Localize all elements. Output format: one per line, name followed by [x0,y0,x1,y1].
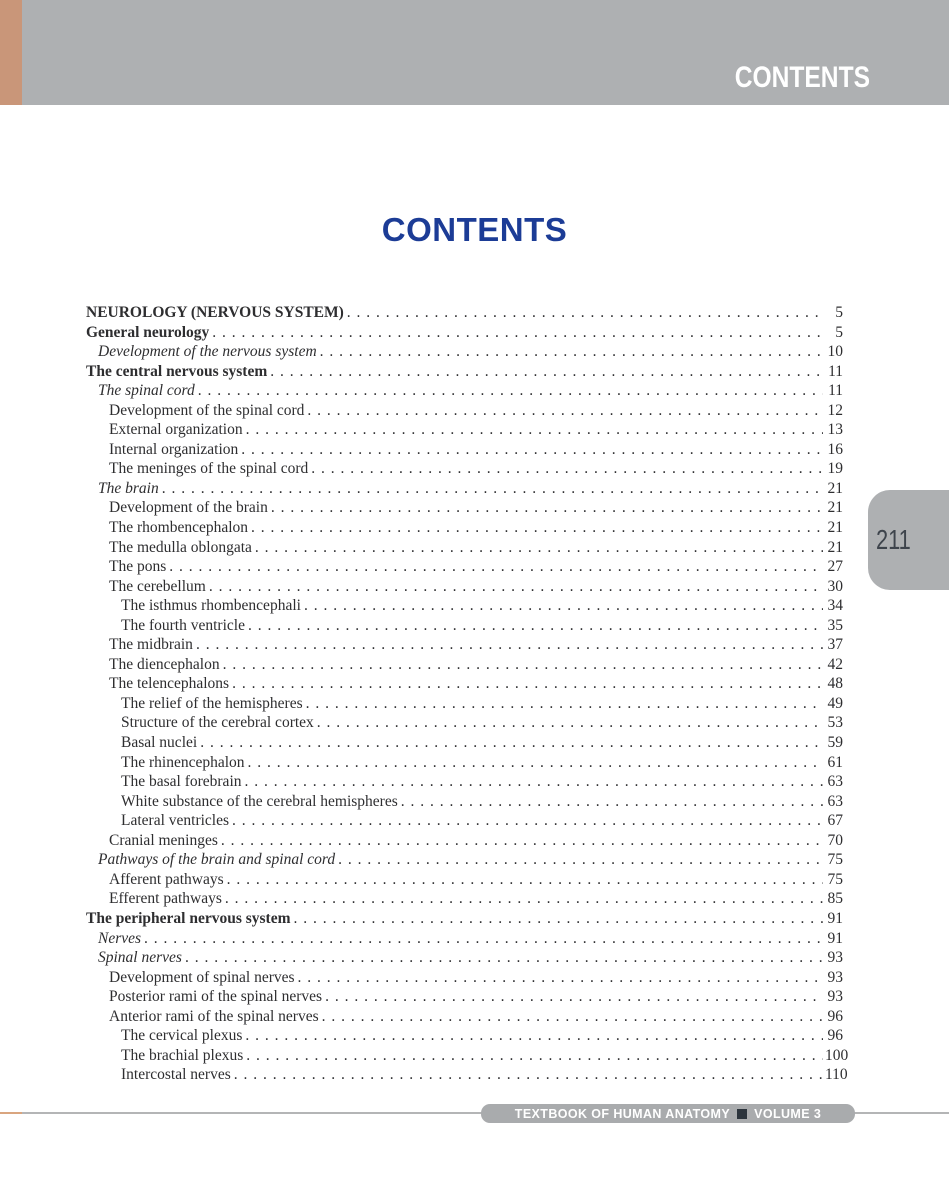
toc-entry-label: External organization [109,421,243,439]
toc-entry-page: 5 [835,323,843,341]
toc-entry-label: The brachial plexus [121,1046,244,1064]
page-title: CONTENTS [381,211,568,248]
toc-entry-label: Efferent pathways [109,890,222,908]
dot-leader [306,694,823,714]
toc-entry-page: 100 [825,1046,849,1064]
toc-entry-page: 21 [827,519,843,537]
dot-leader [232,811,823,831]
toc-entry-label: The relief of the hemispheres [121,694,303,712]
toc-entry [86,342,843,362]
toc-entry-page: 70 [827,831,843,849]
dot-leader [246,1046,823,1066]
toc-entry [86,987,843,1007]
dot-leader [245,1026,823,1046]
toc-entry [86,635,843,655]
toc-entry-page: 37 [827,636,843,654]
toc-entry [86,1026,843,1046]
toc-entry-page: 19 [827,460,843,478]
toc-entry-label: White substance of the cerebral hemispheres [121,792,398,810]
dot-leader [209,577,823,597]
toc-entry-page: 85 [827,890,843,908]
dot-leader [144,929,823,949]
toc-entry-page: 27 [827,558,843,576]
toc-entry [86,850,843,870]
toc-entry [86,459,843,479]
toc-entry-page: 13 [827,421,843,439]
toc-entry-label: Structure of the cerebral cortex [121,714,314,732]
toc-entry-label: Cranial meninges [109,831,218,849]
toc-entry [86,381,843,401]
accent-strip [0,0,22,105]
toc-entry [86,557,843,577]
dot-leader [325,987,823,1007]
dot-leader [271,498,823,518]
dot-leader [246,420,823,440]
toc-entry [86,303,843,323]
toc-entry-label: Spinal nerves [98,949,182,967]
toc-entry [86,616,843,636]
dot-leader [223,655,823,675]
toc-entry [86,753,843,773]
toc-entry [86,889,843,909]
dot-leader [304,596,823,616]
dot-leader [248,753,823,773]
toc-entry-page: 21 [827,479,843,497]
dark-square-icon [737,1109,747,1119]
toc-entry [86,713,843,733]
toc-entry [86,792,843,812]
dot-leader [241,440,823,460]
dot-leader [347,303,823,323]
footer-volume-banner [481,1104,855,1123]
toc-entry [86,968,843,988]
toc-entry-label: NEUROLOGY (NERVOUS SYSTEM) [86,304,344,321]
toc-entry-page: 63 [827,773,843,791]
toc-entry-label: Development of spinal nerves [109,968,295,986]
toc-entry-page: 93 [827,968,843,986]
toc-entry-page: 49 [827,694,843,712]
toc-entry-label: The peripheral nervous system [86,909,291,927]
running-header-title: CONTENTS [734,61,870,94]
toc-entry-page: 96 [827,1007,843,1025]
dot-leader [338,850,823,870]
toc-entry-page: 110 [825,1066,848,1084]
toc-entry-page: 5 [835,304,843,321]
toc-entry-label: General neurology [86,323,210,341]
toc-entry [86,577,843,597]
toc-entry-label: The isthmus rhombencephali [121,597,301,615]
page-number: 211 [876,524,911,555]
footer-rule-accent [0,1112,22,1114]
toc-entry-label: The cerebellum [109,577,206,595]
toc-entry-page: 42 [827,655,843,673]
dot-leader [320,342,823,362]
toc-entry [86,655,843,675]
dot-leader [251,518,823,538]
toc-entry-page: 91 [827,929,843,947]
toc-entry [86,362,843,382]
dot-leader [225,889,823,909]
toc-entry-page: 96 [827,1027,843,1045]
toc-entry-label: Pathways of the brain and spinal cord [98,851,336,869]
toc-entry-label: The telencephalons [109,675,230,693]
toc-entry [86,948,843,968]
toc-entry [86,498,843,518]
toc-entry [86,733,843,753]
toc-entry-label: Anterior rami of the spinal nerves [109,1007,319,1025]
toc-entry-page: 63 [827,792,843,810]
toc-entry-page: 91 [827,909,843,927]
toc-entry [86,518,843,538]
dot-leader [294,909,823,929]
toc-entry [86,909,843,929]
toc-entry [86,811,843,831]
toc-entry-label: Intercostal nerves [121,1066,231,1084]
toc-entry [86,1065,848,1085]
toc-entry-page: 30 [827,577,843,595]
toc-entry-label: Development of the nervous system [98,343,317,361]
toc-entry-page: 12 [827,401,843,419]
dot-leader [198,381,823,401]
dot-leader [307,401,823,421]
toc-entry-page: 35 [827,616,843,634]
dot-leader [162,479,823,499]
toc-entry-label: The rhombencephalon [109,519,249,537]
toc-entry-label: The central nervous system [86,362,268,380]
toc-entry [86,479,843,499]
toc-entry [86,401,843,421]
toc-entry-label: The cervical plexus [121,1027,243,1045]
toc-entry [86,831,843,851]
toc-entry-label: The pons [109,558,167,576]
dot-leader [196,635,823,655]
toc-entry [86,929,843,949]
toc-entry-label: Lateral ventricles [121,812,230,830]
toc-entry-page: 21 [827,499,843,517]
toc-entry [86,674,843,694]
toc-entry-page: 61 [827,753,843,771]
toc-entry-label: Posterior rami of the spinal nerves [109,988,323,1006]
toc-entry [86,1007,843,1027]
toc-entry-label: Internal organization [109,440,239,458]
toc-entry-label: Development of the spinal cord [109,401,305,419]
toc-entry-page: 59 [827,734,843,752]
toc-entry-label: The brain [98,479,159,497]
side-page-tab [868,490,949,590]
toc-entry-page: 16 [827,440,843,458]
toc-entry-page: 21 [827,538,843,556]
footer-volume: VOLUME 3 [754,1106,822,1121]
dot-leader [298,968,823,988]
toc-entry-page: 11 [828,362,843,380]
dot-leader [317,713,823,733]
toc-entry-label: The spinal cord [98,382,195,400]
toc-entry-label: The rhinencephalon [121,753,245,771]
toc-entry [86,694,843,714]
dot-leader [401,792,823,812]
dot-leader [270,362,823,382]
toc-entry-label: Basal nuclei [121,734,198,752]
toc-entry-page: 10 [827,343,843,361]
toc-entry-label: The midbrain [109,636,193,654]
toc-entry [86,323,843,343]
toc-entry-page: 48 [827,675,843,693]
toc-entry-label: Development of the brain [109,499,268,517]
toc-list [86,303,849,1085]
dot-leader [255,538,823,558]
dot-leader [322,1007,823,1027]
toc-entry [86,440,843,460]
toc-entry-page: 75 [827,870,843,888]
toc-entry [86,538,843,558]
toc-entry [86,596,843,616]
toc-entry-page: 93 [827,949,843,967]
toc-entry-label: Afferent pathways [109,870,224,888]
dot-leader [212,323,823,343]
toc-entry [86,870,843,890]
toc-entry-page: 53 [827,714,843,732]
dot-leader [234,1065,823,1085]
toc-entry-label: Nerves [98,929,142,947]
dot-leader [245,772,824,792]
toc-entry [86,1046,849,1066]
toc-entry-label: The diencephalon [109,655,220,673]
toc-entry-page: 75 [827,851,843,869]
toc-entry-label: The medulla oblongata [109,538,252,556]
dot-leader [311,459,823,479]
toc-entry-label: The meninges of the spinal cord [109,460,309,478]
header-band [0,0,949,105]
footer-book-title: TEXTBOOK OF HUMAN ANATOMY [514,1106,731,1121]
toc-entry-label: The basal forebrain [121,773,242,791]
toc-entry-page: 34 [827,597,843,615]
dot-leader [200,733,823,753]
toc-entry-label: The fourth ventricle [121,616,245,634]
dot-leader [232,674,823,694]
dot-leader [221,831,823,851]
dot-leader [227,870,823,890]
toc-entry [86,420,843,440]
dot-leader [169,557,823,577]
dot-leader [248,616,823,636]
toc-entry-page: 67 [827,812,843,830]
toc-entry-page: 11 [828,382,843,400]
toc-entry [86,772,843,792]
dot-leader [185,948,823,968]
toc-entry-page: 93 [827,988,843,1006]
